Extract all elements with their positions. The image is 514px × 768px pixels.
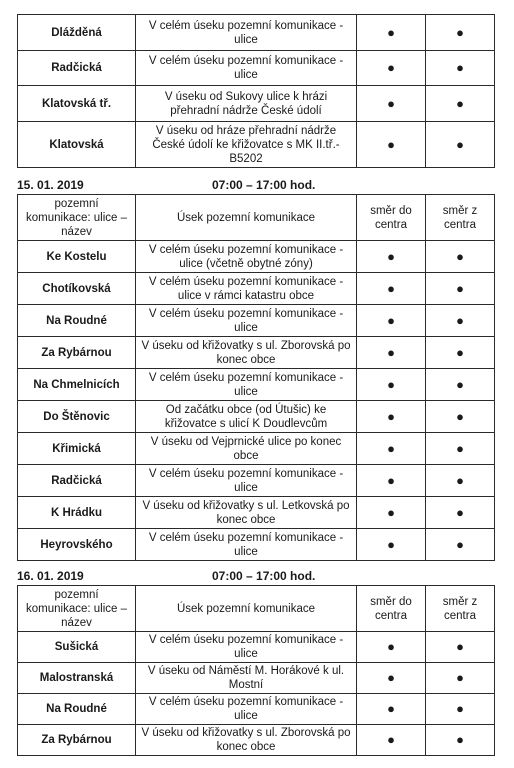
to-center-dot: ● [357, 305, 426, 337]
closure-table-continued [17, 14, 495, 168]
table-row [18, 15, 495, 51]
street-name: Křimická [18, 433, 136, 465]
from-center-dot: ● [426, 725, 495, 756]
closure-table-day1 [17, 194, 495, 561]
header-from-center-column: směr z centra [426, 195, 495, 241]
street-name: Chotíkovská [18, 273, 136, 305]
table-row [18, 497, 495, 529]
street-name: Dlážděná [18, 15, 136, 51]
date-heading-day1 [17, 178, 477, 194]
closure-date: 16. 01. 2019 [17, 569, 84, 583]
road-section: V celém úseku pozemní komunikace - ulice [136, 694, 357, 725]
to-center-dot: ● [357, 401, 426, 433]
to-center-dot: ● [357, 433, 426, 465]
road-section: V úseku od křižovatky s ul. Zborovská po konec obce [136, 337, 357, 369]
closure-time: 07:00 – 17:00 hod. [212, 569, 316, 583]
road-section: V úseku od Sukovy ulice k hrázi přehradní nádrže České údolí [136, 86, 357, 122]
to-center-dot: ● [357, 15, 426, 51]
from-center-dot: ● [426, 15, 495, 51]
from-center-dot: ● [426, 401, 495, 433]
street-name: Za Rybárnou [18, 337, 136, 369]
table-header-row [18, 195, 495, 241]
table-row [18, 241, 495, 273]
to-center-dot: ● [357, 51, 426, 86]
from-center-dot: ● [426, 122, 495, 168]
street-name: Malostranská [18, 663, 136, 694]
street-name: Radčická [18, 465, 136, 497]
road-section: V celém úseku pozemní komunikace - ulice [136, 529, 357, 561]
table-row [18, 273, 495, 305]
table-row [18, 401, 495, 433]
from-center-dot: ● [426, 529, 495, 561]
table-row [18, 632, 495, 663]
road-section: Od začátku obce (od Útušic) ke křižovatce s ulicí K Doudlevcům [136, 401, 357, 433]
street-name: Ke Kostelu [18, 241, 136, 273]
header-street-column: pozemní komunikace: ulice – název [18, 195, 136, 241]
date-heading-day2 [17, 569, 477, 585]
road-section: V celém úseku pozemní komunikace - ulice [136, 632, 357, 663]
from-center-dot: ● [426, 433, 495, 465]
from-center-dot: ● [426, 497, 495, 529]
from-center-dot: ● [426, 305, 495, 337]
table-row [18, 122, 495, 168]
from-center-dot: ● [426, 369, 495, 401]
header-from-center-column: směr z centra [426, 586, 495, 632]
from-center-dot: ● [426, 663, 495, 694]
street-name: K Hrádku [18, 497, 136, 529]
from-center-dot: ● [426, 337, 495, 369]
header-street-column: pozemní komunikace: ulice – název [18, 586, 136, 632]
header-section-column: Úsek pozemní komunikace [136, 195, 357, 241]
to-center-dot: ● [357, 273, 426, 305]
header-to-center-column: směr do centra [357, 195, 426, 241]
road-section: V úseku od křižovatky s ul. Letkovská po konec obce [136, 497, 357, 529]
road-section: V úseku od Vejprnické ulice po konec obce [136, 433, 357, 465]
to-center-dot: ● [357, 122, 426, 168]
from-center-dot: ● [426, 51, 495, 86]
table-row [18, 529, 495, 561]
to-center-dot: ● [357, 241, 426, 273]
table-row [18, 725, 495, 756]
table-row [18, 305, 495, 337]
table-row [18, 86, 495, 122]
to-center-dot: ● [357, 632, 426, 663]
street-name: Klatovská [18, 122, 136, 168]
from-center-dot: ● [426, 241, 495, 273]
table-row [18, 663, 495, 694]
to-center-dot: ● [357, 465, 426, 497]
closure-time: 07:00 – 17:00 hod. [212, 178, 316, 192]
from-center-dot: ● [426, 465, 495, 497]
from-center-dot: ● [426, 86, 495, 122]
table-row [18, 465, 495, 497]
table-row [18, 51, 495, 86]
table-header-row [18, 586, 495, 632]
to-center-dot: ● [357, 497, 426, 529]
street-name: Na Roudné [18, 694, 136, 725]
to-center-dot: ● [357, 86, 426, 122]
street-name: Na Chmelnicích [18, 369, 136, 401]
table-row [18, 369, 495, 401]
to-center-dot: ● [357, 337, 426, 369]
table-row [18, 694, 495, 725]
road-section: V celém úseku pozemní komunikace - ulice [136, 305, 357, 337]
to-center-dot: ● [357, 694, 426, 725]
table-row [18, 433, 495, 465]
from-center-dot: ● [426, 273, 495, 305]
to-center-dot: ● [357, 725, 426, 756]
road-section: V celém úseku pozemní komunikace - ulice [136, 369, 357, 401]
road-section: V úseku od hráze přehradní nádrže České údolí ke křižovatce s MK II.tř.- B5202 [136, 122, 357, 168]
road-section: V celém úseku pozemní komunikace - ulice [136, 15, 357, 51]
header-section-column: Úsek pozemní komunikace [136, 586, 357, 632]
road-section: V celém úseku pozemní komunikace - ulice [136, 51, 357, 86]
street-name: Na Roudné [18, 305, 136, 337]
street-name: Do Štěnovic [18, 401, 136, 433]
road-section: V úseku od Náměstí M. Horákové k ul. Mostní [136, 663, 357, 694]
table-row [18, 337, 495, 369]
road-section: V úseku od křižovatky s ul. Zborovská po konec obce [136, 725, 357, 756]
street-name: Sušická [18, 632, 136, 663]
street-name: Klatovská tř. [18, 86, 136, 122]
from-center-dot: ● [426, 694, 495, 725]
to-center-dot: ● [357, 369, 426, 401]
street-name: Radčická [18, 51, 136, 86]
closure-date: 15. 01. 2019 [17, 178, 84, 192]
to-center-dot: ● [357, 663, 426, 694]
street-name: Heyrovského [18, 529, 136, 561]
closure-table-day2 [17, 585, 495, 756]
to-center-dot: ● [357, 529, 426, 561]
header-to-center-column: směr do centra [357, 586, 426, 632]
road-section: V celém úseku pozemní komunikace - ulice [136, 465, 357, 497]
road-section: V celém úseku pozemní komunikace - ulice (včetně obytné zóny) [136, 241, 357, 273]
street-name: Za Rybárnou [18, 725, 136, 756]
road-section: V celém úseku pozemní komunikace - ulice v rámci katastru obce [136, 273, 357, 305]
from-center-dot: ● [426, 632, 495, 663]
